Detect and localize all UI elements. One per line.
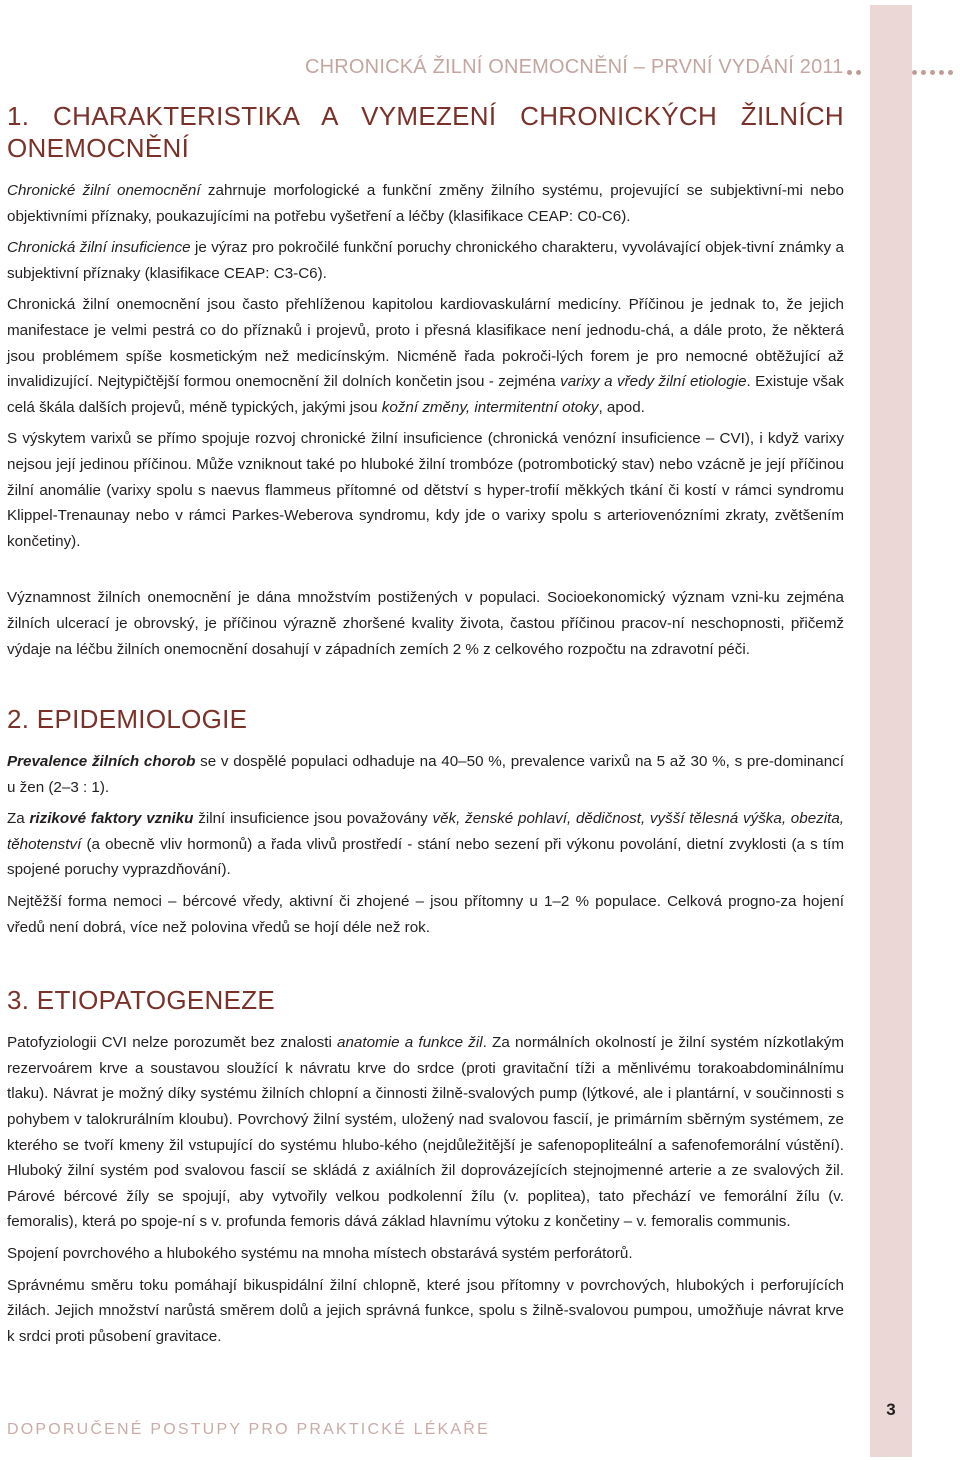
page-number: 3 xyxy=(886,1400,896,1419)
paragraph-text: zahrnuje morfologické a funkční změny žilního systému, projevující se subjektivní-mi nebo objektivními příznaky, poukazujícími na potřebu vyšetření a léčby (klasifikace CEAP: C0-C6). xyxy=(7,182,844,225)
section-1-paragraph-5: Významnost žilních onemocnění je dána množstvím postižených v populaci. Socioekonomický význam vzni-ku zejména žilních ulcerací je obrovský, je příčinou výrazně zhoršené kvality života, častou příčinou pracov-ní neschopnosti, přičemž výdaje na léčbu žilních onemocnění dosahují v západních zemích 2 % z celkového rozpočtu na zdravotní péči. xyxy=(7,589,844,658)
section-3-heading: 3. ETIOPATOGENEZE xyxy=(7,985,276,1016)
emphasis-text: kožní změny, intermitentní otoky xyxy=(381,398,599,416)
term-chronic-venous-insufficiency: Chronická žilní insuficience xyxy=(7,239,191,257)
paragraph-text: Chronická žilní onemocnění jsou často přehlíženou kapitolou kardiovaskulární medicíny. Příčinou je jednak to, že jejich manifestace je velmi pestrá co do příznaků i projevů, proto i přesná klasifikace není jednodu-chá, a dále proto, že některá jsou problémem spíše kosmetickým než medicínským. Nicméně řada pokroči-lých forem je pro nemocné obtěžující až invalidizující. Nejtypičtější formou onemocnění žil dolních končetin jsou - zejména xyxy=(7,296,844,391)
section-1-paragraph-2 xyxy=(7,235,844,286)
term-prevalence: Prevalence žilních chorob xyxy=(7,753,196,771)
running-header-title: CHRONICKÁ ŽILNÍ ONEMOCNĚNÍ – PRVNÍ VYDÁNÍ 2011 xyxy=(305,56,844,78)
section-2-paragraph-2 xyxy=(7,806,844,883)
document-body xyxy=(7,100,844,1355)
paragraph-text: , apod. xyxy=(598,398,645,416)
paragraph-text: (a obecně vliv hormonů) a řada vlivů prostředí - stání nebo sezení při výkonu povolání, dietní zvyklosti (a s tím spojené poruchy vyprazdňování). xyxy=(7,835,844,879)
section-1-paragraph-3 xyxy=(7,292,844,420)
paragraph-text: žilní insuficience jsou považovány xyxy=(193,810,433,828)
emphasis-text: věk, ženské pohlaví, dědičnost, vyšší tělesná výška, obezita, těhotenství xyxy=(7,810,844,853)
page-sidebar-band xyxy=(870,5,912,1457)
section-1-heading: 1. CHARAKTERISTIKA A VYMEZENÍ CHRONICKÝCH ŽILNÍCH ONEMOCNĚNÍ xyxy=(7,101,844,163)
header-dots-left xyxy=(847,70,861,76)
paragraph-text: Za xyxy=(7,810,30,828)
term-chronic-venous-disease: Chronické žilní onemocnění xyxy=(7,182,201,199)
section-1-paragraph-4: S výskytem varixů se přímo spojuje rozvoj chronické žilní insuficience (chronická venózní insuficience – CVI), i když varixy nejsou její jedinou příčinou. Může vzniknout také po hluboké žilní trombóze (potrombotický stav) nebo vzácně je její příčinou žilní anomálie (varixy spolu s naevus flammeus přítomné od dětství s hyper-trofií měkkých tkání či kostí v rámci syndromu Klippel-Trenaunay nebo v rámci Parkes-Weberova syndromu, kdy jde o varixy spolu s arteriovenózními zkraty, zvětšením končetiny). xyxy=(7,430,844,550)
section-3-paragraph-1 xyxy=(7,1030,844,1235)
section-2-heading: 2. EPIDEMIOLOGIE xyxy=(7,704,248,735)
paragraph-text: je výraz pro pokročilé funkční poruchy chronického charakteru, vyvolávající objek-tivní známky a subjektivní příznaky (klasifikace CEAP: C3-C6). xyxy=(7,239,844,282)
section-3-paragraph-2: Spojení povrchového a hlubokého systému na mnoha místech obstarává systém perforátorů. xyxy=(7,1245,633,1262)
paragraph-text: Patofyziologii CVI nelze porozumět bez znalosti xyxy=(7,1034,338,1052)
section-3-paragraph-3: Správnému směru toku pomáhají bikuspidální žilní chlopně, které jsou přítomny v povrchových, hlubokých i perforujících žilách. Jejich množství narůstá směrem dolů a jejich správná funkce, spolu s žilně-svalovou pumpou, umožňuje návrat krve k srdci proti působení gravitace. xyxy=(7,1276,844,1345)
paragraph-text: se v dospělé populaci odhaduje na 40–50 %, prevalence varixů na 5 až 30 %, s pre-dominancí u žen (2–3 : 1). xyxy=(7,753,844,796)
header-dots-right xyxy=(912,70,953,76)
section-2-paragraph-3: Nejtěžší forma nemoci – bércové vředy, aktivní či zhojené – jsou přítomny u 1–2 % populace. Celková progno-za hojení vředů není dobrá, více než polovina vředů se hojí déle než rok. xyxy=(7,893,844,936)
emphasis-text: varixy a vředy žilní etiologie xyxy=(560,373,747,391)
section-2-paragraph-1 xyxy=(7,749,844,800)
section-1-paragraph-1 xyxy=(7,178,844,229)
emphasis-text: anatomie a funkce žil xyxy=(337,1034,483,1052)
footer-title: DOPORUČENÉ POSTUPY PRO PRAKTICKÉ LÉKAŘE xyxy=(7,1421,490,1438)
paragraph-text: . Existuje však celá škála dalších projevů, méně typických, jakými jsou xyxy=(7,373,844,416)
paragraph-text: . Za normálních okolností je žilní systém nízkotlakým rezervoárem krve a soustavou sloužící k návratu krve do srdce (proti gravitační tíži a měnlivému torakoabdominálnímu tlaku). Návrat je možný díky systému žilních chlopní a činnosti žilně-svalových pump (lýtkové, ale i plantární, v součinnosti s pohybem v talokrurálním kloubu). Povrchový žilní systém, uložený nad svalovou fascií, je primárním sběrným systémem, ze kterého se tvoří kmeny žil vstupující do systému hlubo-kého (nejdůležitější je safenopopliteální a safenofemorální vústění). Hluboký žilní systém pod svalovou fascií se skládá z axiálních žil doprovázejících stejnojmenné arterie a ze svalových žil. Párové bércové žíly se spojují, aby vytvořily velkou podkolenní žílu (v. poplitea), tato přechází ve femorální žílu (v. femoralis), která po spoje-ní s v. profunda femoris dává základ hlavnímu výtoku z končetiny – v. femoralis communis. xyxy=(7,1034,844,1231)
term-risk-factors: rizikové faktory vzniku xyxy=(29,810,194,828)
